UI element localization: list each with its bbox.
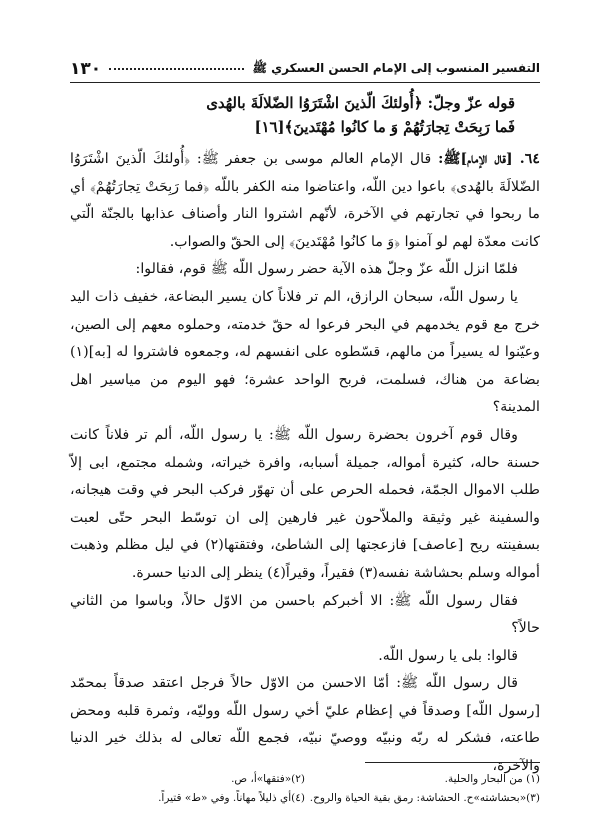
quranic-verse	[70, 92, 540, 140]
hadith-number: ٦٤. [قال الإمام]ﷺ:	[438, 151, 540, 167]
footnote-1: (١) من البحار والحلية.	[444, 773, 540, 785]
footnotes	[70, 770, 540, 808]
footnote-3: (٣)«بحشاشته»ح. الحشاشة: رمق بقية الحياة والروح.	[309, 792, 540, 804]
running-title: التفسير المنسوب إلى الإمام الحسن العسكري ﷺ	[252, 60, 540, 75]
footnote-2: (٢)«فتقها»أ، ص.	[231, 773, 305, 785]
main-text	[70, 92, 540, 781]
page-number: ١٣٠	[70, 59, 102, 79]
paragraph-text: قال الإمام العالم موسى بن جعفر ﷺ: ﴿أُولئكَ الّذينَ اشْتَرَوُا الضّلالَةَ بالهُدى﴾ باعوا دين اللّه، واعتاضوا منه الكفر باللّه ﴿فما رَبِحَتْ تِجارَتُهُمْ﴾ أي ما ربحوا في تجارتهم في الآخرة، لأنّهم اشتروا النار وأصناف عذابها بالجنّة الّتي كانت معدّة لهم لو آمنوا ﴿وَ ما كانُوا مُهْتَدينَ﴾ إلى الحقّ والصواب.	[70, 151, 540, 250]
paragraph: قال رسول اللّه ﷺ: أمّا الاحسن من الاوّل حالاً فرجل اعتقد صدقاً بمحمّد [رسول اللّه] وصدقاً في إعظام عليّ أخي رسول اللّه ووليّه، وثمرة قلبه ومحض طاعته، فشكر له ربّه ونبيّه ووصيّ نبيّه، فجمع اللّه تعالى له بذلك خير الدنيا والآخرة،	[70, 675, 540, 775]
footnote-4: (٤)أي ذليلاً مهاناً. وفي «ط» قتيراً.	[158, 792, 305, 804]
paragraph: قالوا: بلى يا رسول اللّه.	[378, 647, 518, 664]
header-dotted-leader	[109, 68, 244, 70]
footnote-row	[70, 789, 540, 808]
page-header	[70, 58, 540, 80]
verse-line-2: فَما رَبِحَتْ تِجارَتُهُمْ وَ ما كانُوا مُهْتَدينَ﴾[١٦]	[254, 119, 515, 136]
paragraph: يا رسول اللّه، سبحان الرازق، الم تر فلاناً كان يسير البضاعة، خفيف ذات اليد خرج مع قوم يخدمهم في البحر فرعوا له حقّ خدمته، وحملوه معهم إلى الصين، وعيّنوا له يسيراً من مالهم، قسّطوه على انفسهم له، وجمعوه فاشتروا له [به](١) بضاعة من هناك، فسلمت، فربح الواحد عشرة؛ فهو اليوم من مياسير اهل المدينة؟	[70, 288, 540, 416]
verse-line-1: قوله عزّ وجلّ: ﴿أُولئكَ الّذينَ اشْتَرَوُا الضّلالَةَ بالهُدى	[206, 95, 515, 112]
footnote-rule	[365, 762, 540, 763]
paragraph-64	[70, 146, 540, 256]
paragraph: فلمّا انزل اللّه عزّ وجلّ هذه الآية حضر رسول اللّه ﷺ قوم، فقالوا:	[135, 261, 518, 278]
paragraph: وقال قوم آخرون بحضرة رسول اللّه ﷺ: يا رسول اللّه، ألم تر فلاناً كانت حسنة حاله، كثيرة أمواله، جميلة أسبابه، وافرة خيراته، وشمله مجتمع، ابى إلاّ طلب الاموال الجمّة، فحمله الحرص على أن تهوّر فركب البحر في وقت هيجانه، والسفينة غير وثيقة والملاّحون غير فارهين إلى ان توسّط البحر حتّى لعبت بسفينته ريح [عاصف] فازعجتها إلى الشاطئ، وفتقتها(٢) في ليل مظلم وذهبت أمواله وسلم بحشاشة نفسه(٣) فقيراً، وقيراً(٤) ينظر إلى الدنيا حسرة.	[70, 426, 540, 581]
footnote-row	[70, 770, 540, 789]
paragraph: فقال رسول اللّه ﷺ: الا أخبركم باحسن من الاوّل حالاً، وباسوا من الثاني حالاً؟	[70, 592, 540, 637]
header-rule	[70, 82, 540, 83]
